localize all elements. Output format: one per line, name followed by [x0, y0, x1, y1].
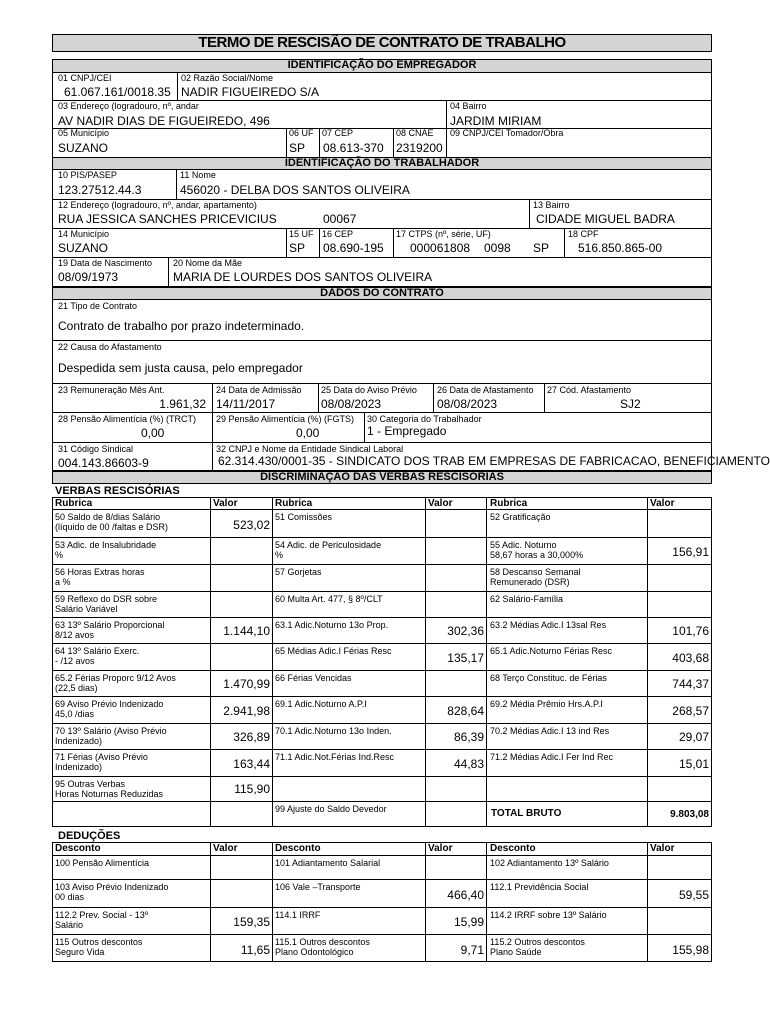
trabalhador-mae: MARIA DE LOURDES DOS SANTOS OLIVEIRA — [173, 270, 433, 284]
deducoes-item-label: 102 Adiantamento 13º Salário — [490, 858, 609, 868]
contrato-tipo-label: 21 Tipo de Contrato — [58, 301, 138, 311]
verbas-item-label: 53 Adic. de Insalubridade — [55, 540, 157, 550]
verbas-item-label: 69 Aviso Prévio Indenizado — [55, 699, 164, 709]
verbas-item-value: 101,76 — [672, 624, 709, 638]
verbas-item-value: 135,17 — [447, 651, 484, 665]
verbas-item-label: 71.1 Adic.Not.Férias Ind.Resc — [275, 752, 395, 762]
deducoes-item-value: 159,35 — [233, 915, 270, 929]
deducoes-item-sublabel: Plano Odontológico — [275, 947, 354, 957]
trabalhador-ctps-label: 17 CTPS (nº, série, UF) — [396, 229, 491, 239]
verbas-item-label: 50 Saldo de 8/dias Salário — [55, 512, 161, 522]
contrato-aviso-label: 25 Data do Aviso Prévio — [321, 385, 417, 395]
empregador-uf-label: 06 UF — [289, 128, 314, 138]
trabalhador-bairro-label: 13 Bairro — [533, 200, 570, 210]
empregador-endereco: AV NADIR DIAS DE FIGUEIREDO, 496 — [58, 114, 270, 128]
trabalhador-endereco-label: 12 Endereço (logradouro, nº, andar, apartamento) — [58, 200, 257, 210]
deducoes-item-value: 9,71 — [460, 943, 484, 957]
verbas-item-label: 65 Médias Adic.I Férias Resc — [275, 646, 392, 656]
trabalhador-cpf-label: 18 CPF — [568, 229, 599, 239]
empregador-bairro: JARDIM MIRIAM — [450, 114, 542, 128]
verbas-item-sublabel: Indenizado) — [55, 762, 103, 772]
verbas-item-label: 70 13º Salário (Aviso Prévio — [55, 726, 167, 736]
deducoes-item-sublabel: Plano Saúde — [490, 947, 542, 957]
verbas-item-value: 29,07 — [678, 730, 709, 744]
empregador-cep: 08.613-370 — [323, 141, 384, 155]
verbas-item-value: 1.144,10 — [223, 624, 270, 638]
contrato-cod-afastamento-label: 27 Cód. Afastamento — [547, 385, 632, 395]
deducoes-item-value: 155,98 — [672, 943, 709, 957]
verbas-col-valor-2: Valor — [428, 498, 453, 509]
deducoes-col-desconto-3: Desconto — [490, 843, 536, 854]
verbas-item-sublabel: Horas Noturnas Reduzidas — [55, 789, 164, 799]
verbas-item-label: 70.2 Médias Adic.I 13 ind Res — [490, 726, 610, 736]
verbas-item-label: 56 Horas Extras horas — [55, 567, 145, 577]
section-header-trabalhador: IDENTIFICAÇÃO DO TRABALHADOR — [52, 157, 712, 170]
trabalhador-municipio: SUZANO — [58, 241, 109, 255]
contrato-categoria-label: 30 Categoria do Trabalhador — [367, 414, 482, 424]
verbas-item-label: 69.1 Adic.Noturno A.P.I — [275, 699, 367, 709]
verbas-item-sublabel: % — [55, 550, 64, 560]
deducoes-col-valor-3: Valor — [650, 843, 675, 854]
trabalhador-ctps-uf: SP — [533, 241, 550, 255]
page-title: TERMO DE RESCISÃO DE CONTRATO DE TRABALHO — [52, 34, 712, 52]
trabalhador-nascimento-label: 19 Data de Nascimento — [58, 258, 153, 268]
deducoes-item-label: 103 Aviso Prévio Indenizado — [55, 882, 169, 892]
deducoes-item-label: 101 Adiantamento Salarial — [275, 858, 381, 868]
deducoes-table — [52, 842, 712, 962]
verbas-item-label: 62 Salário-Família — [490, 594, 564, 604]
verbas-item-value: 86,39 — [453, 730, 484, 744]
contrato-tipo: Contrato de trabalho por prazo indeterminado. — [58, 319, 305, 333]
empregador-razao: NADIR FIGUEIREDO S/A — [181, 85, 320, 99]
contrato-remuneracao-label: 23 Remuneração Mês Ant. — [58, 385, 165, 395]
verbas-item-sublabel: (22,5 dias) — [55, 683, 98, 693]
trabalhador-ctps-serie: 0098 — [484, 241, 511, 255]
contrato-causa-label: 22 Causa do Afastamento — [58, 342, 162, 352]
deducoes-item-label: 115 Outros descontos — [55, 937, 143, 947]
trabalhador-bairro: CIDADE MIGUEL BADRA — [536, 212, 675, 226]
contrato-sindicato: 62.314.430/0001-35 - SINDICATO DOS TRAB EM EMPRESAS DE FABRICACAO, BENEFICIAMENTO — [218, 454, 770, 468]
contrato-sindicato-label: 32 CNPJ e Nome da Entidade Sindical Laboral — [216, 444, 404, 454]
deducoes-item-label: 114.1 IRRF — [275, 910, 321, 920]
deducoes-item-value: 59,55 — [678, 888, 709, 902]
trabalhador-nascimento: 08/09/1973 — [58, 270, 119, 284]
contrato-cod-sindical-label: 31 Código Sindical — [58, 444, 134, 454]
deducoes-item-label: 115.2 Outros descontos — [490, 937, 585, 947]
trabalhador-cep-label: 16 CEP — [322, 229, 354, 239]
trabalhador-uf: SP — [289, 241, 306, 255]
empregador-municipio-label: 05 Município — [58, 128, 110, 138]
verbas-item-label: 65.1 Adic.Noturno Férias Resc — [490, 646, 613, 656]
deducoes-item-label: 115.1 Outros descontos — [275, 937, 370, 947]
trabalhador-endereco: RUA JESSICA SANCHES PRICEVICIUS — [58, 212, 277, 226]
empregador-endereco-label: 03 Endereço (logradouro, nº, andar — [58, 101, 199, 111]
trabalhador-municipio-label: 14 Município — [58, 229, 110, 239]
trabalhador-pis: 123.27512.44.3 — [58, 183, 142, 197]
section-header-verbas: DISCRIMINAÇÃO DAS VERBAS RESCISÓRIAS — [52, 471, 712, 484]
verbas-item-label: 60 Multa Art. 477, § 8º/CLT — [275, 594, 383, 604]
verbas-item-value: 156,91 — [672, 545, 709, 559]
verbas-item-label: 63.2 Médias Adic.I 13sal Res — [490, 620, 607, 630]
verbas-item-label: 55 Adic. Noturno — [490, 540, 557, 550]
verbas-item-label: TOTAL BRUTO — [491, 808, 562, 819]
verbas-col-valor-3: Valor — [650, 498, 675, 509]
verbas-item-value: 326,89 — [233, 730, 270, 744]
deducoes-item-sublabel: Salário — [55, 920, 84, 930]
verbas-item-label: 70.1 Adic.Noturno 13o Inden. — [275, 726, 392, 736]
deducoes-col-desconto-2: Desconto — [275, 843, 321, 854]
contrato-remuneracao: 1.961,32 — [159, 397, 206, 411]
trabalhador-nome: 456020 - DELBA DOS SANTOS OLIVEIRA — [180, 183, 410, 197]
verbas-item-label: 99 Ajuste do Saldo Devedor — [275, 804, 387, 814]
verbas-item-value: 523,02 — [233, 518, 270, 532]
deducoes-item-label: 106 Vale –Transporte — [275, 882, 361, 892]
verbas-item-label: 95 Outras Verbas — [55, 779, 126, 789]
verbas-item-sublabel: 8/12 avos — [55, 630, 95, 640]
trabalhador-cpf: 516.850.865-00 — [578, 241, 663, 255]
verbas-item-value: 163,44 — [233, 757, 270, 771]
verbas-item-value: 268,57 — [672, 704, 709, 718]
verbas-item-label: 63 13º Salário Proporcional — [55, 620, 165, 630]
verbas-item-label: 64 13º Salário Exerc. — [55, 646, 140, 656]
contrato-admissao-label: 24 Data de Admissão — [216, 385, 302, 395]
verbas-item-sublabel: 45,0 /dias — [55, 709, 95, 719]
verbas-col-valor-1: Valor — [213, 498, 238, 509]
verbas-item-sublabel: (líquido de 00 /faltas e DSR) — [55, 522, 169, 532]
deducoes-item-sublabel: 00 dias — [55, 892, 85, 902]
deducoes-item-value: 15,99 — [453, 915, 484, 929]
contrato-afastamento-label: 26 Data de Afastamento — [437, 385, 534, 395]
verbas-item-value: 302,36 — [447, 624, 484, 638]
empregador-razao-label: 02 Razão Social/Nome — [181, 73, 274, 83]
verbas-item-sublabel: Indenizado) — [55, 736, 103, 746]
deducoes-col-desconto-1: Desconto — [55, 843, 101, 854]
verbas-item-label: 57 Gorjetas — [275, 567, 322, 577]
verbas-item-value: 44,83 — [453, 757, 484, 771]
verbas-item-value: 828,64 — [447, 704, 484, 718]
verbas-item-sublabel: a % — [55, 577, 71, 587]
trabalhador-mae-label: 20 Nome da Mãe — [173, 258, 243, 268]
contrato-cod-afastamento: SJ2 — [620, 397, 641, 411]
contrato-pensao-fgts-label: 29 Pensão Alimentícia (%) (FGTS) — [216, 414, 355, 424]
verbas-item-label: 71 Férias (Aviso Prévio — [55, 752, 148, 762]
verbas-item-label: 51 Comissões — [275, 512, 333, 522]
empregador-bairro-label: 04 Bairro — [450, 101, 487, 111]
trabalhador-nome-label: 11 Nome — [180, 170, 216, 180]
deducoes-item-sublabel: Seguro Vida — [55, 947, 105, 957]
verbas-item-value: 9.803,08 — [670, 809, 709, 820]
verbas-item-label: 52 Gratificação — [490, 512, 551, 522]
verbas-col-rubrica-1: Rubrica — [55, 498, 93, 509]
verbas-item-label: 65.2 Férias Proporc 9/12 Avos — [55, 673, 176, 683]
empregador-uf: SP — [289, 141, 306, 155]
empregador-cnpj: 61.067.161/0018.35 — [64, 85, 171, 99]
deducoes-item-label: 100 Pensão Alimentícia — [55, 858, 150, 868]
contrato-causa: Despedida sem justa causa, pelo empregador — [58, 361, 303, 375]
section-header-contrato: DADOS DO CONTRATO — [52, 287, 712, 300]
verbas-item-sublabel: - /12 avos — [55, 656, 95, 666]
verbas-item-value: 744,37 — [672, 677, 709, 691]
empregador-cep-label: 07 CEP — [322, 128, 354, 138]
empregador-municipio: SUZANO — [58, 141, 109, 155]
verbas-item-label: 54 Adic. de Periculosidade — [275, 540, 382, 550]
verbas-item-label: 68 Terço Constituc. de Férias — [490, 673, 607, 683]
deducoes-item-value: 466,40 — [447, 888, 484, 902]
empregador-cnae: 2319200 — [396, 141, 443, 155]
verbas-item-label: 66 Férias Vencidas — [275, 673, 352, 683]
contrato-aviso: 08/08/2023 — [321, 397, 382, 411]
contrato-pensao-fgts: 0,00 — [296, 426, 320, 440]
empregador-cnpj-label: 01 CNPJ/CEI — [58, 73, 112, 83]
deducoes-item-label: 114.2 IRRF sobre 13º Salário — [490, 910, 607, 920]
verbas-item-value: 1.470,99 — [223, 677, 270, 691]
verbas-item-sublabel: Salário Variável — [55, 604, 118, 614]
verbas-item-label: 71.2 Médias Adic.I Fer Ind Rec — [490, 752, 614, 762]
deducoes-col-valor-1: Valor — [213, 843, 238, 854]
trabalhador-numero: 00067 — [323, 212, 357, 226]
verbas-item-sublabel: % — [275, 550, 284, 560]
verbas-col-rubrica-3: Rubrica — [490, 498, 528, 509]
contrato-pensao-trct-label: 28 Pensão Alimentícia (%) (TRCT) — [58, 414, 197, 424]
contrato-cod-sindical: 004.143.86603-9 — [58, 456, 149, 470]
verbas-item-value: 2.941,98 — [223, 704, 270, 718]
verbas-item-label: 58 Descanso Semanal — [490, 567, 581, 577]
verbas-item-value: 403,68 — [672, 651, 709, 665]
verbas-subtitle: VERBAS RESCISÓRIAS — [55, 485, 180, 497]
deducoes-subtitle: DEDUÇÕES — [58, 830, 121, 842]
trabalhador-ctps-numero: 000061808 — [410, 241, 471, 255]
contrato-afastamento: 08/08/2023 — [437, 397, 498, 411]
verbas-item-label: 63.1 Adic.Noturno 13o Prop. — [275, 620, 389, 630]
verbas-item-label: 59 Reflexo do DSR sobre — [55, 594, 158, 604]
deducoes-item-label: 112.1 Previdência Social — [490, 882, 589, 892]
verbas-item-value: 15,01 — [678, 757, 709, 771]
deducoes-col-valor-2: Valor — [428, 843, 453, 854]
deducoes-item-value: 11,65 — [240, 943, 270, 957]
verbas-item-value: 115,90 — [234, 782, 270, 796]
empregador-tomador-label: 09 CNPJ/CEI Tomador/Obra — [450, 128, 564, 138]
verbas-item-label: 69.2 Média Prêmio Hrs.A.P.I — [490, 699, 603, 709]
trabalhador-pis-label: 10 PIS/PASEP — [58, 170, 117, 180]
contrato-admissao: 14/11/2017 — [216, 397, 276, 411]
section-header-empregador: IDENTIFICAÇÃO DO EMPREGADOR — [52, 59, 712, 73]
contrato-pensao-trct: 0,00 — [141, 426, 165, 440]
deducoes-item-label: 112.2 Prev. Social - 13º — [55, 910, 149, 920]
empregador-cnae-label: 08 CNAE — [396, 128, 434, 138]
trabalhador-uf-label: 15 UF — [289, 229, 314, 239]
contrato-categoria: 1 - Empregado — [367, 424, 447, 438]
verbas-item-sublabel: Remunerado (DSR) — [490, 577, 570, 587]
verbas-col-rubrica-2: Rubrica — [275, 498, 313, 509]
trabalhador-cep: 08.690-195 — [323, 241, 384, 255]
verbas-item-sublabel: 58,67 horas a 30,000% — [490, 550, 584, 560]
